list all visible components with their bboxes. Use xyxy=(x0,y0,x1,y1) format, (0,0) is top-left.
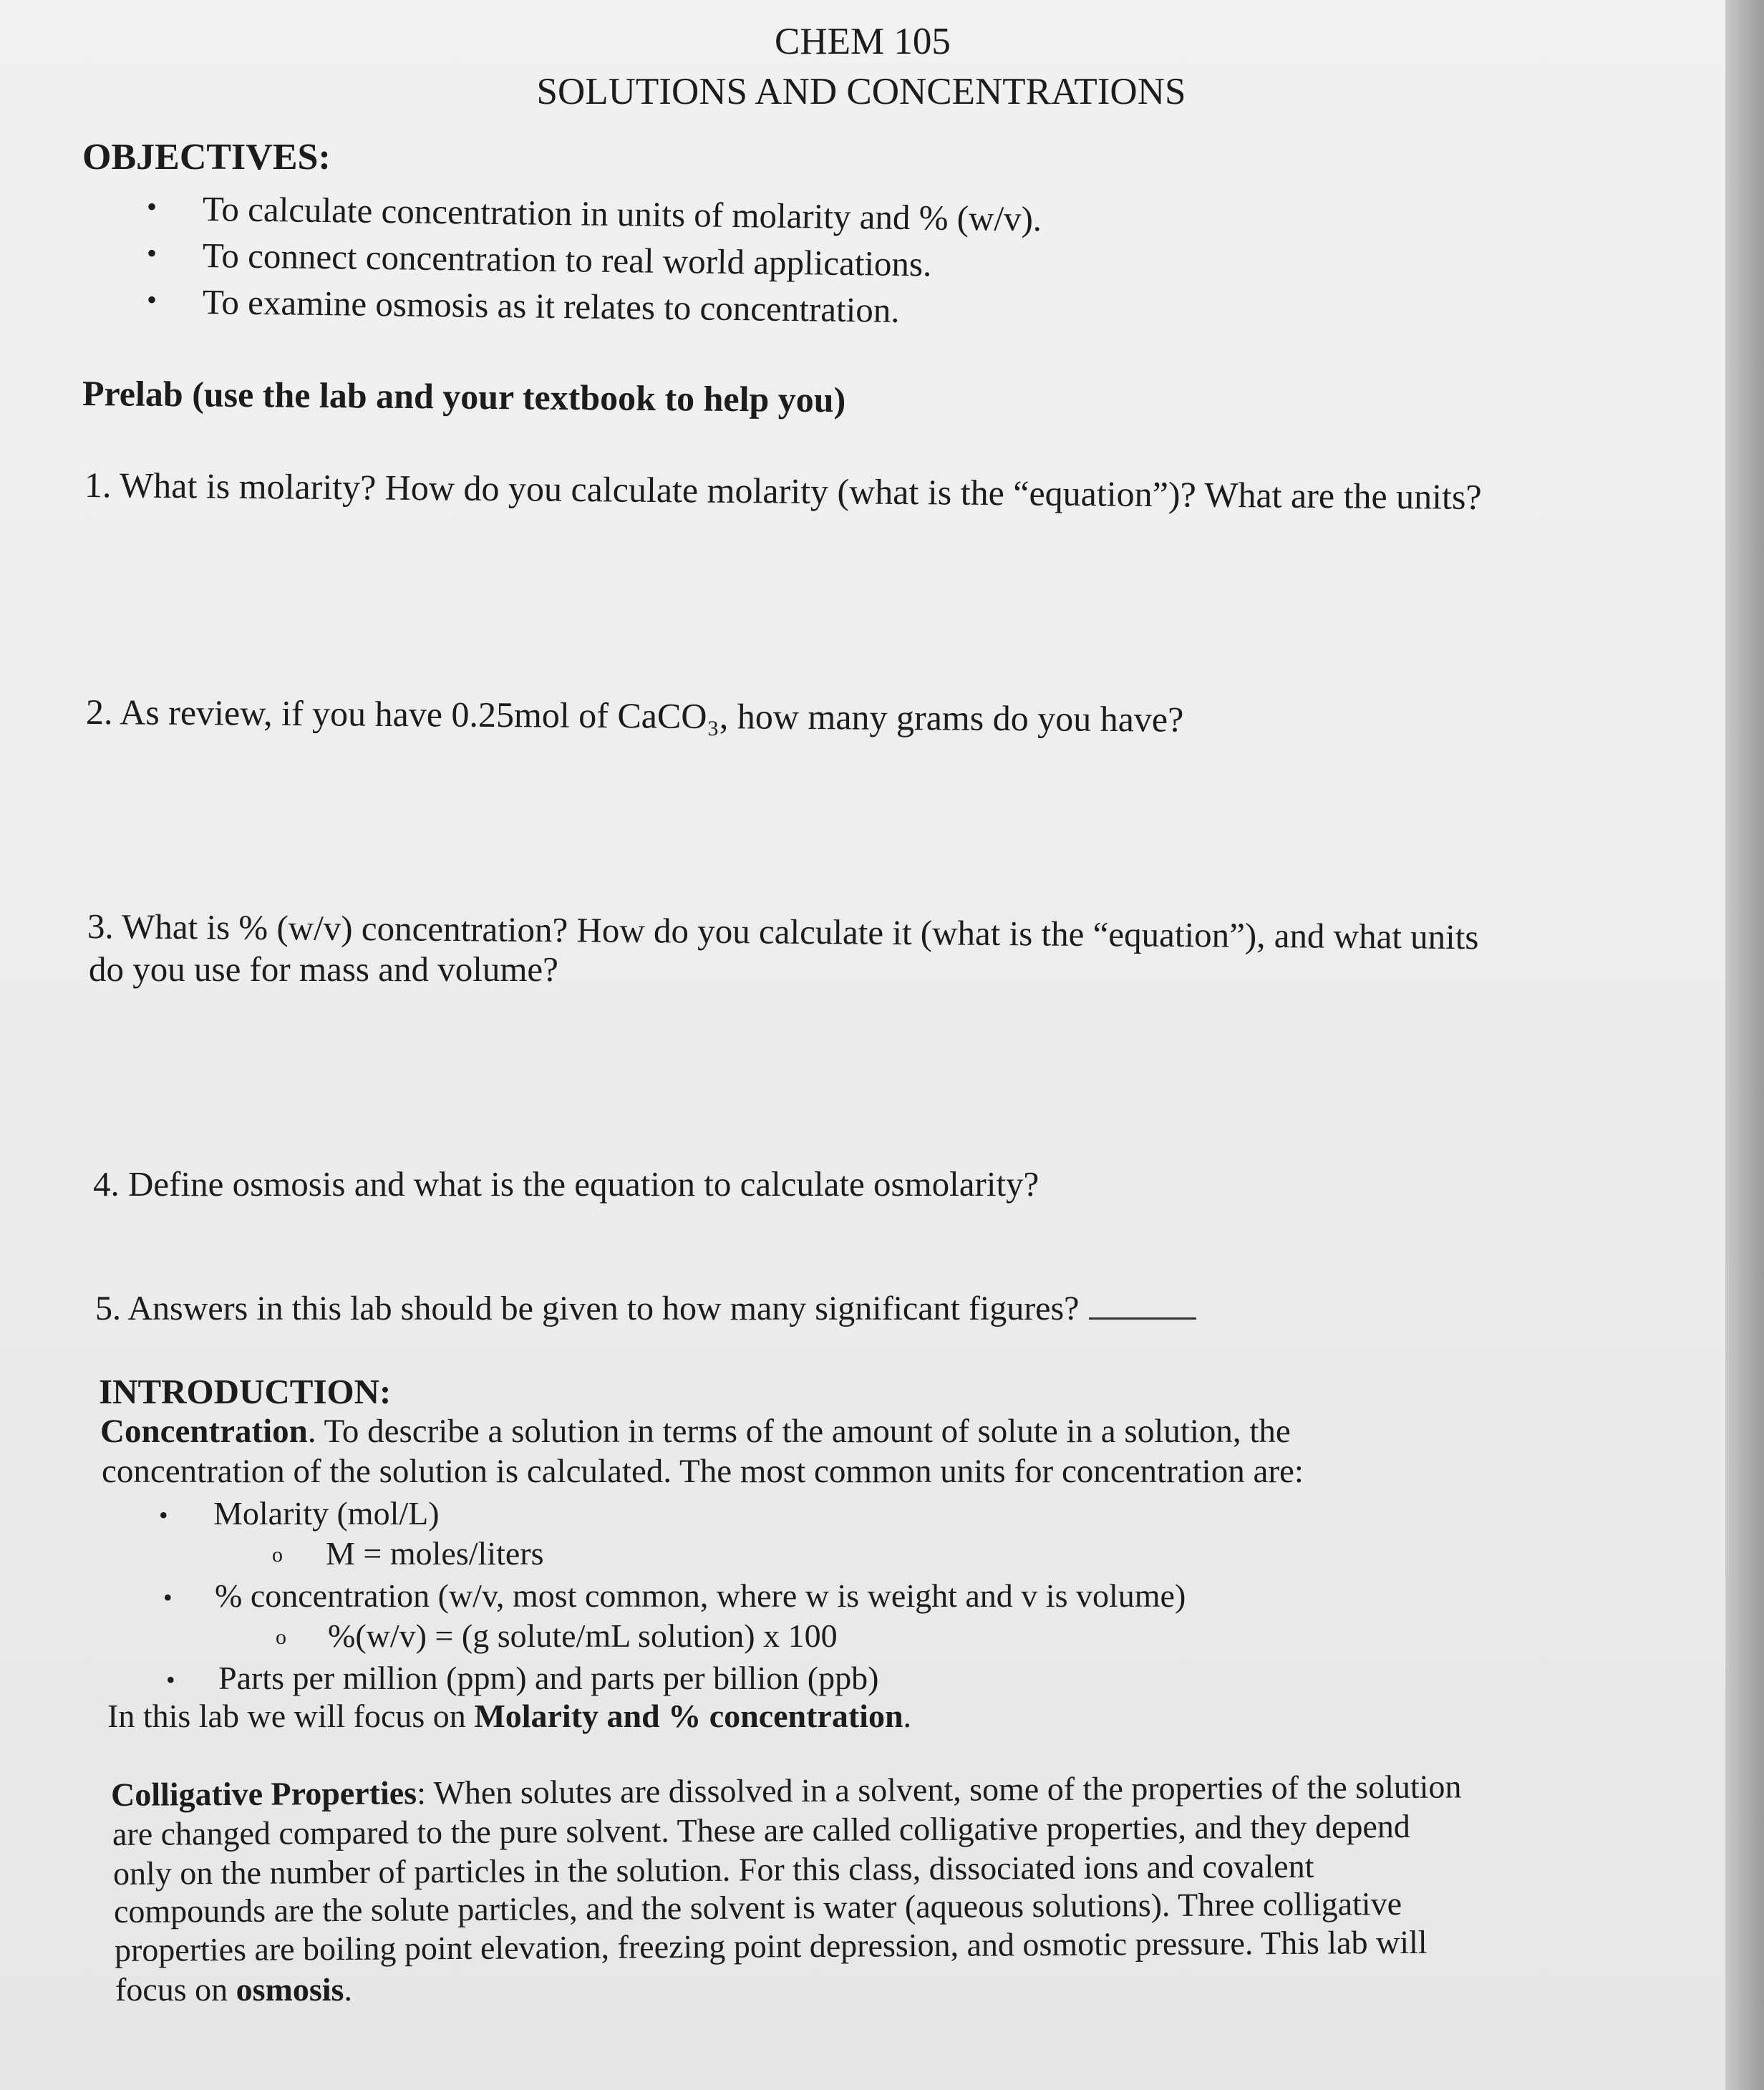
colligative-focus-prefix: focus on xyxy=(115,1971,236,2008)
lab-focus-prefix: In this lab we will focus on xyxy=(107,1698,475,1734)
concentration-paragraph-continued: concentration of the solution is calculated. The most common units for concentration are: xyxy=(102,1453,1304,1490)
lab-focus-statement xyxy=(107,1697,911,1735)
bullet-icon: • xyxy=(147,284,158,316)
colligative-term: Colligative Properties xyxy=(110,1774,417,1813)
prelab-question-3: 3. What is % (w/v) concentration? How do you calculate it (what is the “equation”), and what units xyxy=(87,906,1479,957)
percent-formula: %(w/v) = (g solute/mL solution) x 100 xyxy=(328,1617,838,1654)
answer-blank[interactable] xyxy=(1089,1292,1196,1320)
concentration-text: . To describe a solution in terms of the amount of solute in a solution, the xyxy=(307,1413,1291,1450)
bullet-icon: • xyxy=(147,237,158,269)
prelab-question-5 xyxy=(95,1289,1196,1328)
page-edge-shadow xyxy=(1725,0,1764,2090)
objective-item: To calculate concentration in units of molarity and % (w/v). xyxy=(202,189,1042,239)
course-code: CHEM 105 xyxy=(775,21,951,62)
unit-percent-concentration: % concentration (w/v, most common, where w is weight and v is volume) xyxy=(215,1577,1186,1614)
lab-focus-bold: Molarity and % concentration xyxy=(474,1698,903,1734)
prelab-question-3-continued: do you use for mass and volume? xyxy=(89,949,558,989)
unit-ppm-ppb: Parts per million (ppm) and parts per billion (ppb) xyxy=(218,1660,879,1696)
colligative-line-5: properties are boiling point elevation, freezing point depression, and osmotic pressure. This lab will xyxy=(114,1923,1428,1968)
lab-focus-suffix: . xyxy=(903,1698,912,1734)
prelab-heading: Prelab (use the lab and your textbook to help you) xyxy=(82,373,846,420)
colligative-line-2: are changed compared to the pure solvent. These are called colligative properties, and they depend xyxy=(112,1807,1410,1852)
colligative-focus-suffix: . xyxy=(344,1971,352,2008)
document-title: SOLUTIONS AND CONCENTRATIONS xyxy=(536,71,1186,112)
bullet-icon: • xyxy=(166,1665,175,1694)
colligative-line-6 xyxy=(115,1970,352,2008)
colligative-line-3: only on the number of particles in the solution. For this class, dissociated ions and covalent xyxy=(112,1847,1314,1892)
bullet-icon: • xyxy=(147,190,158,223)
prelab-question-5-text: 5. Answers in this lab should be given to how many significant figures? xyxy=(95,1290,1080,1327)
objectives-heading: OBJECTIVES: xyxy=(82,137,331,178)
concentration-term: Concentration xyxy=(100,1413,308,1450)
concentration-paragraph xyxy=(100,1412,1291,1451)
prelab-question-4: 4. Define osmosis and what is the equation to calculate osmolarity? xyxy=(93,1164,1040,1204)
introduction-heading: INTRODUCTION: xyxy=(99,1372,392,1411)
prelab-question-1: 1. What is molarity? How do you calculate molarity (what is the “equation”)? What are the units? xyxy=(84,465,1482,518)
colligative-text: : When solutes are dissolved in a solvent, some of the properties of the solution xyxy=(416,1768,1462,1811)
colligative-focus-bold: osmosis xyxy=(236,1971,344,2008)
objective-item: To connect concentration to real world applications. xyxy=(202,236,932,284)
sub-bullet-icon: o xyxy=(272,1543,283,1567)
bullet-icon: • xyxy=(163,1583,173,1612)
sub-bullet-icon: o xyxy=(276,1625,286,1649)
unit-molarity: Molarity (mol/L) xyxy=(213,1495,440,1532)
molarity-formula: M = moles/liters xyxy=(326,1535,544,1572)
colligative-line-4: compounds are the solute particles, and the solvent is water (aqueous solutions). Three colligative xyxy=(113,1885,1402,1930)
prelab-question-2: 2. As review, if you have 0.25mol of CaCO₃, how many grams do you have? xyxy=(85,692,1184,740)
bullet-icon: • xyxy=(159,1501,168,1529)
objective-item: To examine osmosis as it relates to concentration. xyxy=(202,282,900,330)
